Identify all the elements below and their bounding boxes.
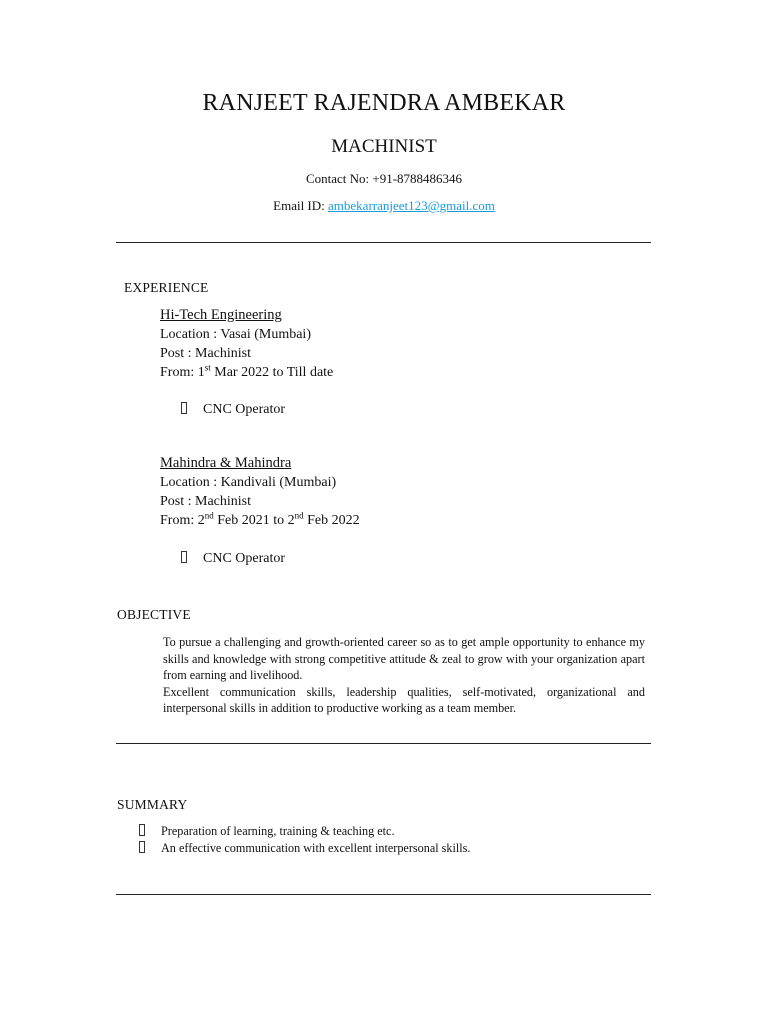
date-text: Feb 2021 to 2 xyxy=(213,513,295,528)
job-2-company xyxy=(160,454,291,473)
divider xyxy=(116,894,651,895)
experience-heading: EXPERIENCE xyxy=(124,280,209,295)
bullet-icon xyxy=(181,402,187,414)
email-link[interactable]: ambekarranjeet123@gmail.com xyxy=(328,198,495,213)
date-text: Mar 2022 to Till date xyxy=(210,365,334,380)
date-text: From: 1 xyxy=(160,365,205,380)
date-ordinal: nd xyxy=(294,510,304,521)
summary-heading: SUMMARY xyxy=(117,797,188,812)
summary-item xyxy=(139,824,395,839)
summary-text: Preparation of learning, training & teaching etc. xyxy=(161,824,395,838)
job-title: MACHINIST xyxy=(331,136,437,157)
divider xyxy=(116,242,651,243)
bullet-icon xyxy=(139,824,145,836)
duty-text: CNC Operator xyxy=(203,551,286,566)
job-1-dates xyxy=(160,363,333,382)
objective-heading: OBJECTIVE xyxy=(117,607,191,622)
job-2-dates xyxy=(160,511,360,530)
job-1-duty xyxy=(181,402,285,418)
job-1-location: Location : Vasai (Mumbai) xyxy=(160,327,311,342)
date-text: Feb 2022 xyxy=(303,513,360,528)
objective-paragraph: To pursue a challenging and growth-oriented career so as to get ample opportunity to enhance my skills and knowledge with strong competitive attitude & zeal to grow with your organization apart from earning and livelihood. xyxy=(163,635,645,683)
contact-number: +91-8788486346 xyxy=(372,171,463,186)
email-line xyxy=(0,198,768,214)
contact-line xyxy=(0,171,768,187)
date-ordinal: st xyxy=(204,362,211,373)
contact-label: Contact No: xyxy=(305,171,370,186)
date-ordinal: nd xyxy=(204,510,214,521)
company-name: Mahindra & Mahindra xyxy=(160,455,292,471)
company-name: Hi-Tech Engineering xyxy=(160,307,282,323)
candidate-name: RANJEET RAJENDRA AMBEKAR xyxy=(202,90,566,116)
bullet-icon xyxy=(139,841,145,853)
job-2-location: Location : Kandivali (Mumbai) xyxy=(160,475,337,490)
objective-paragraph: Excellent communication skills, leadership qualities, self-motivated, organizational and interpersonal skills in addition to productive working as a team member. xyxy=(163,684,645,716)
bullet-icon xyxy=(181,551,187,563)
job-2-duty xyxy=(181,551,285,567)
summary-item xyxy=(139,841,470,856)
summary-text: An effective communication with excellent interpersonal skills. xyxy=(161,841,471,855)
objective-text xyxy=(163,634,645,717)
email-label: Email ID: xyxy=(273,198,325,213)
date-text: From: 2 xyxy=(160,513,205,528)
divider xyxy=(116,743,651,744)
job-2-post: Post : Machinist xyxy=(160,494,252,509)
duty-text: CNC Operator xyxy=(203,402,286,417)
job-1-company xyxy=(160,306,282,325)
job-1-post: Post : Machinist xyxy=(160,346,252,361)
